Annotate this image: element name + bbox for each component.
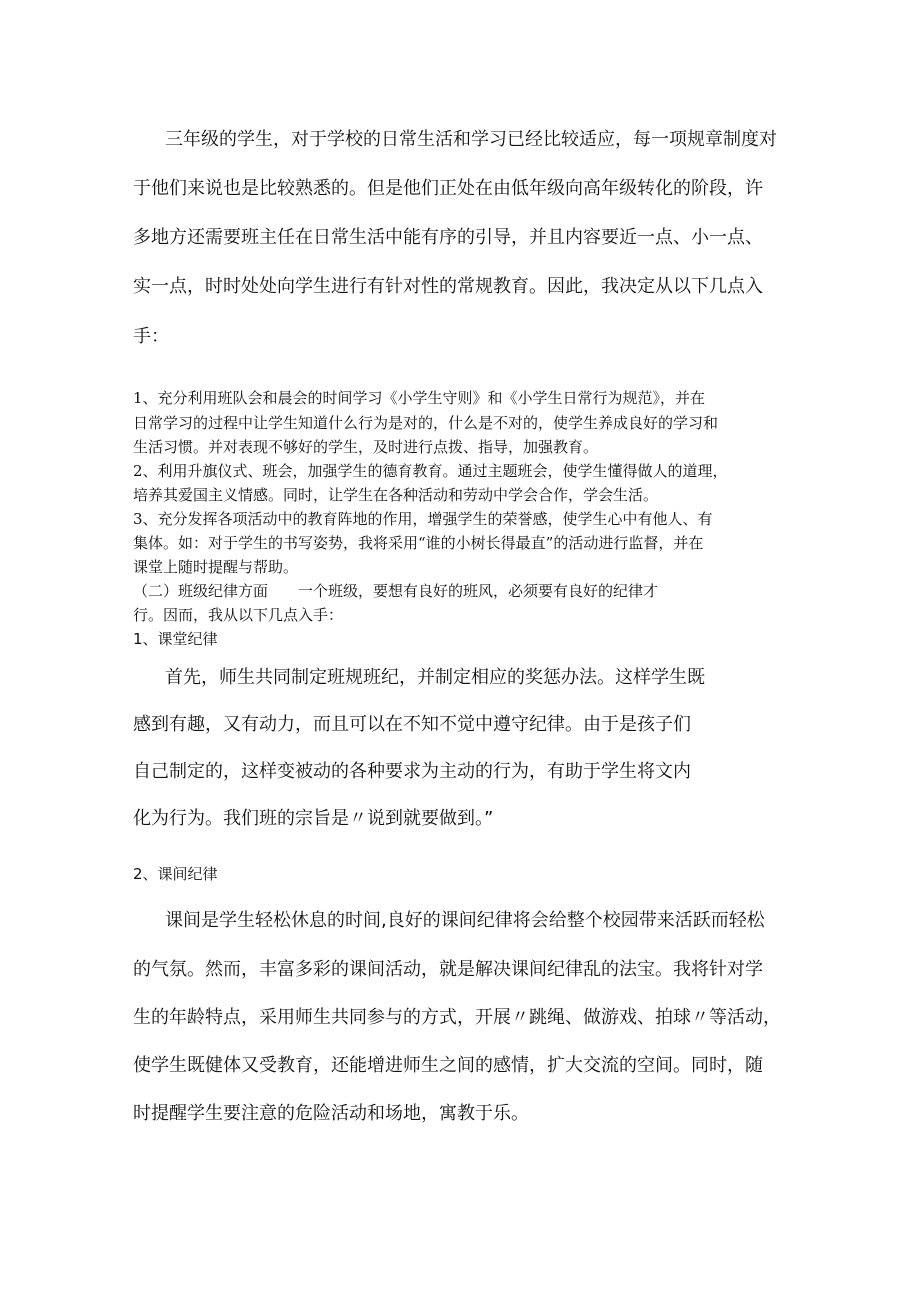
break-line-5: 时提醒学生要注意的危险活动和场地，寓教于乐。 bbox=[133, 1103, 529, 1124]
points-line-8: 课堂上随时提醒与帮助。 bbox=[133, 558, 299, 576]
classroom-line-3: 自己制定的，这样变被动的各种要求为主动的行为，有助于学生将文内 bbox=[133, 761, 691, 782]
break-line-4: 使学生既健体又受教育，还能增进师生之间的感情，扩大交流的空间。同时，随 bbox=[133, 1055, 763, 1076]
break-line-1: 课间是学生轻松休息的时间,良好的课间纪律将会给整个校园带来活跃而轻松 bbox=[165, 910, 765, 931]
intro-line-1: 三年级的学生，对于学校的日常生活和学习已经比较适应，每一项规章制度对 bbox=[165, 129, 777, 150]
points-line-4: 2、利用升旗仪式、班会，加强学生的德育教育。通过主题班会，使学生懂得做人的道理， bbox=[133, 462, 728, 480]
section-heading-discipline: （二）班级纪律方面 一个班级，要想有良好的班风，必须要有良好的纪律才 bbox=[133, 582, 659, 600]
points-line-2: 日常学习的过程中让学生知道什么行为是对的，什么是不对的，使学生养成良好的学习和 bbox=[133, 414, 719, 432]
subheading-break-discipline: 2、课间纪律 bbox=[133, 865, 218, 883]
classroom-line-1: 首先，师生共同制定班规班纪，并制定相应的奖惩办法。这样学生既 bbox=[165, 667, 705, 688]
break-line-2: 的气氛。然而，丰富多彩的课间活动，就是解决课间纪律乱的法宝。我将针对学 bbox=[133, 959, 763, 980]
points-line-7: 集体。如：对于学生的书写姿势，我将采用“谁的小树长得最直”的活动进行监督，并在 bbox=[133, 534, 704, 552]
points-line-10: 行。因而，我从以下几点入手： bbox=[133, 606, 344, 624]
points-line-3: 生活习惯。并对表现不够好的学生，及时进行点拨、指导，加强教育。 bbox=[133, 438, 599, 456]
intro-line-4: 实一点，时时处处向学生进行有针对性的常规教育。因此，我决定从以下几点入 bbox=[133, 276, 763, 297]
classroom-line-4: 化为行为。我们班的宗旨是〃说到就要做到。” bbox=[133, 808, 494, 829]
points-line-6: 3、充分发挥各项活动中的教育阵地的作用，增强学生的荣誉感，使学生心中有他人、有 bbox=[133, 510, 713, 528]
classroom-line-2: 感到有趣，又有动力，而且可以在不知不觉中遵守纪律。由于是孩子们 bbox=[133, 714, 691, 735]
intro-line-5: 手： bbox=[133, 326, 169, 347]
subheading-classroom-discipline: 1、课堂纪律 bbox=[133, 630, 218, 648]
intro-line-2: 于他们来说也是比较熟悉的。但是他们正处在由低年级向高年级转化的阶段，许 bbox=[133, 178, 763, 199]
break-line-3: 生的年龄特点，采用师生共同参与的方式，开展〃跳绳、做游戏、拍球〃等活动， bbox=[133, 1007, 781, 1028]
points-line-1: 1、充分利用班队会和晨会的时间学习《小学生守则》和《小学生日常行为规范》，并在 bbox=[133, 389, 706, 407]
points-line-5: 培养其爱国主义情感。同时，让学生在各种活动和劳动中学会合作，学会生活。 bbox=[133, 486, 659, 504]
intro-line-3: 多地方还需要班主任在日常生活中能有序的引导，并且内容要近一点、小一点、 bbox=[133, 227, 763, 248]
